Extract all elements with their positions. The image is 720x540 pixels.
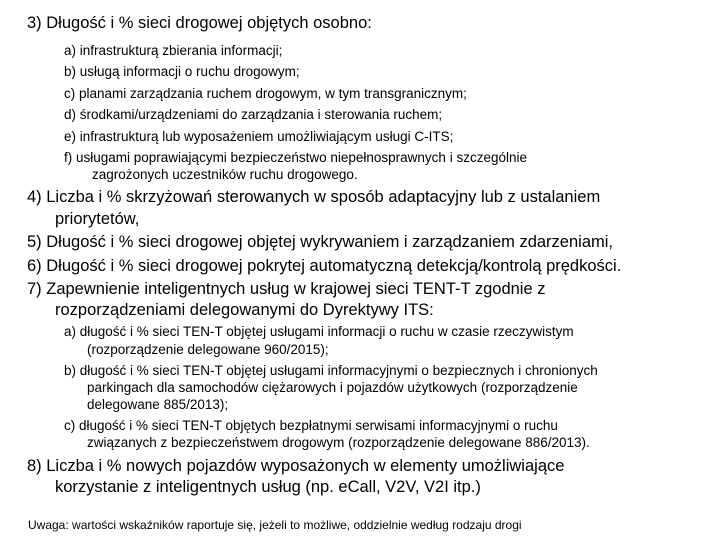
item-5: 5) Długość i % sieci drogowej objętej wykrywaniem i zarządzaniem zdarzeniami,: [27, 233, 613, 251]
item-7-line-1: 7) Zapewnienie inteligentnych usług w krajowej sieci TENT-T zgodnie z: [27, 280, 546, 298]
item-3e: e) infrastrukturą lub wyposażeniem umożliwiającym usługi C-ITS;: [64, 129, 454, 144]
item-7a: a) długość i % sieci TEN-T objętej usługami informacji o ruchu w czasie rzeczywistym: [64, 324, 574, 339]
item-7c-continued: związanych z bezpieczeństwem drogowym (rozporządzenie delegowane 886/2013).: [87, 435, 590, 450]
item-3b: b) usługą informacji o ruchu drogowym;: [64, 64, 300, 79]
footnote: Uwaga: wartości wskaźników raportuje się, jeżeli to możliwe, oddzielnie według rodzaju drogi: [28, 518, 522, 532]
item-7b: b) długość i % sieci TEN-T objętej usługami informacyjnymi o bezpiecznych i chronionych: [64, 363, 598, 378]
item-3c: c) planami zarządzania ruchem drogowym, w tym transgranicznym;: [64, 86, 467, 101]
item-3-title: 3) Długość i % sieci drogowej objętych osobno:: [27, 14, 372, 32]
item-4-line-2: priorytetów,: [55, 210, 140, 228]
item-3f-continued: zagrożonych uczestników ruchu drogowego.: [92, 167, 358, 182]
item-7-line-2: rozporządzeniami delegowanymi do Dyrektywy ITS:: [55, 301, 434, 319]
item-8-line-2: korzystanie z inteligentnych usług (np. eCall, V2V, V2I itp.): [55, 478, 481, 496]
item-3a: a) infrastrukturą zbierania informacji;: [64, 43, 283, 58]
item-7b-continued-1: parkingach dla samochodów ciężarowych i pojazdów użytkowych (rozporządzenie: [87, 380, 578, 395]
item-4-line-1: 4) Liczba i % skrzyżowań sterowanych w sposób adaptacyjny lub z ustalaniem: [27, 188, 601, 206]
item-3d: d) środkami/urządzeniami do zarządzania i sterowania ruchem;: [64, 107, 443, 122]
item-7c: c) długość i % sieci TEN-T objętych bezpłatnymi serwisami informacyjnymi o ruchu: [64, 418, 558, 433]
item-6: 6) Długość i % sieci drogowej pokrytej automatyczną detekcją/kontrolą prędkości.: [27, 257, 622, 275]
item-8-line-1: 8) Liczba i % nowych pojazdów wyposażonych w elementy umożliwiające: [27, 457, 565, 475]
item-7a-continued: (rozporządzenie delegowane 960/2015);: [87, 342, 329, 357]
item-3f: f) usługami poprawiającymi bezpieczeństwo niepełnosprawnych i szczególnie: [64, 150, 527, 165]
item-7b-continued-2: delegowane 885/2013);: [87, 397, 229, 412]
